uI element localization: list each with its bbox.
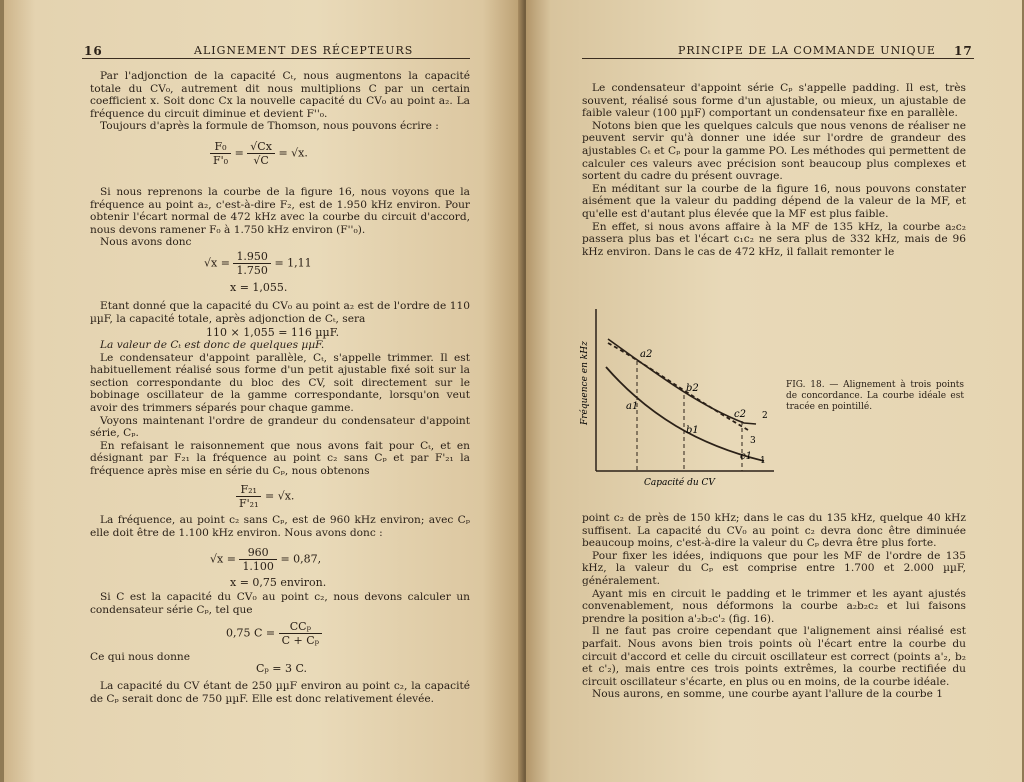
left-para-4: Nous avons donc [100, 236, 192, 249]
left-block-6 [90, 591, 470, 616]
right-para-7: Ayant mis en circuit le padding et le trimmer et les ayant ajustés convenablement, nous déformons la courbe a₂b₂c₂ et lui faisons prendre la position a'₂b₂c'₂ (fig. 16). [582, 587, 966, 625]
left-para-11: Si C est la capacité du CV₀ au point c₂, nous devons calculer un condensateur série Cₚ, tel que [90, 591, 470, 616]
running-head-left: ALIGNEMENT DES RÉCEPTEURS [194, 44, 414, 57]
left-block-3 [90, 300, 470, 325]
diagram-y-label: Fréquence en kHz [580, 341, 590, 425]
equation-3: x = 1,055. [230, 281, 288, 294]
left-block-8 [90, 680, 470, 705]
right-para-3: En méditant sur la courbe de la figure 16, nous pouvons constater aisément que la valeur du padding dépend de la valeur de la MF, et qu'elle est d'autant plus élevée que la MF est plus faible. [582, 182, 966, 220]
right-para-8: Il ne faut pas croire cependant que l'alignement ainsi réalisé est parfait. Nous avons bien trois points où l'écart entre la courbe du circuit d'accord et celle du circuit oscillateur est correct (points a'₂, b₂ et c'₂), mais entre ces trois points extrêmes, la courbe rectifiée du circuit oscillateur s'écarte, en plus ou en moins, de la courbe idéale. [582, 625, 966, 688]
left-block-4 [90, 339, 470, 478]
right-block-2 [582, 512, 966, 701]
figure-caption: FIG. 18. — Alignement à trois points de concordance. La courbe idéale est tracée en pointillé. [786, 380, 964, 412]
left-para-8: Voyons maintenant l'ordre de grandeur du condensateur d'appoint série, Cₚ. [90, 414, 470, 440]
left-para-10: La fréquence, au point c₂ sans Cₚ, est de 960 kHz environ; avec Cₚ elle doit être de 1.100 kHz environ. Nous avons donc : [90, 514, 470, 539]
label-c2: c2 [734, 409, 746, 420]
left-para-13: La capacité du CV étant de 250 µµF environ au point c₂, la capacité de Cₚ serait donc de 750 µµF. Elle est donc relativement élevée. [90, 680, 470, 705]
label-curve-2: 2 [762, 411, 768, 421]
left-para-9: En refaisant le raisonnement que nous avons fait pour Cₜ, et en désignant par F₂₁ la fréquence au point c₂ sans Cₚ et par F'₂₁ la fréquence après mise en série du Cₚ, nous obtenons [90, 439, 470, 477]
left-page [4, 0, 524, 782]
right-para-5: point c₂ de près de 150 kHz; dans le cas du 135 kHz, quelque 40 kHz suffisent. La capacité du CV₀ au point c₂ devra donc être diminuée beaucoup moins, c'est-à-dire la valeur du Cₚ devra être plus forte. [582, 512, 966, 550]
ideal-curve-dotted [608, 343, 748, 430]
left-para-6: La valeur de Cₜ est donc de quelques µµF. [100, 339, 325, 351]
label-a2: a2 [640, 349, 653, 360]
left-block-5 [90, 514, 470, 539]
label-curve-1: 1 [760, 456, 766, 466]
figure-18-diagram [580, 305, 778, 490]
right-block-1 [582, 82, 966, 258]
equation-9: Cₚ = 3 C. [256, 662, 308, 675]
label-b2: b2 [686, 383, 699, 394]
right-para-9: Nous aurons, en somme, une courbe ayant l'allure de la courbe 1 [592, 688, 943, 701]
left-para-2: Toujours d'après la formule de Thomson, nous pouvons écrire : [100, 120, 439, 133]
equation-2: √x = $\frac{1.950}{1.750}$ = 1,11 [204, 250, 312, 277]
left-para-3: Si nous reprenons la courbe de la figure 16, nous voyons que la fréquence au point a₂, c'est-à-dire F₂, est de 1.950 kHz environ. Pour obtenir l'écart normal de 472 kHz avec la courbe du circuit d'accord, nous devons ramener F₀ à 1.750 kHz environ (F''₀). [90, 186, 470, 236]
running-head-right: PRINCIPE DE LA COMMANDE UNIQUE [678, 44, 936, 57]
right-para-1: Le condensateur d'appoint série Cₚ s'appelle padding. Il est, très souvent, réalisé sous forme d'un ajustable, ou mieux, un ajustable de faible valeur (100 µµF) comportant un condensateur fixe en parallèle. [582, 82, 966, 120]
equation-4: 110 × 1,055 = 116 µµF. [206, 326, 340, 339]
label-c1: c1 [740, 451, 752, 462]
left-block-1 [90, 70, 470, 133]
header-rule-left [82, 58, 470, 59]
equation-7: x = 0,75 environ. [230, 576, 327, 589]
left-para-12: Ce qui nous donne [90, 651, 191, 663]
equation-8: 0,75 C = $\frac{\text{CCₚ}}{\text{C + Cₚ}}$ [226, 620, 322, 647]
left-para-7: Le condensateur d'appoint parallèle, Cₜ, s'appelle trimmer. Il est habituellement réalisé sous forme d'un petit ajustable fixé soit sur la section correspondante du bloc des CV, soit directement sur le bobinage oscillateur de la gamme correspondante, lorsqu'on veut avoir des trimmers séparés pour chaque gamme. [90, 351, 470, 414]
left-para-5: Etant donné que la capacité du CV₀ au point a₂ est de l'ordre de 110 µµF, la capacité totale, après adjonction de Cₜ, sera [90, 300, 470, 325]
label-a1: a1 [626, 401, 639, 412]
equation-5: $\frac{\text{F₂₁}}{\text{F'₂₁}}$ = √x. [236, 483, 294, 510]
right-para-2: Notons bien que les quelques calculs que nous venons de réaliser ne peuvent servir qu'à donner une idée sur l'ordre de grandeur des ajustables Cₜ et Cₚ pour la gamme PO. Les méthodes qui permettent de calculer ces valeurs avec précision sont beaucoup plus complexes et sortent du cadre du présent ouvrage. [582, 119, 966, 183]
right-para-4: En effet, si nous avons affaire à la MF de 135 kHz, la courbe a₂c₂ passera plus bas et l'écart c₁c₂ ne sera plus de 332 kHz, mais de 96 kHz environ. Dans le cas de 472 kHz, il fallait remonter le [582, 220, 966, 258]
header-rule-right [582, 58, 974, 59]
page-number-left: 16 [84, 44, 103, 58]
label-b1: b1 [686, 425, 699, 436]
equation-6: √x = $\frac{960}{1.100}$ = 0,87, [210, 546, 322, 573]
label-curve-3: 3 [750, 436, 756, 446]
diagram-x-label: Capacité du CV [644, 478, 715, 488]
page-number-right: 17 [954, 44, 973, 58]
equation-1: $\frac{\text{F₀}}{\text{F'₀}}$ = $\frac{√Cx}{√C}$ = √x. [210, 140, 308, 167]
left-para-1: Par l'adjonction de la capacité Cₜ, nous augmentons la capacité totale du CV₀, autrement dit nous multiplions C par un certain coefficient x. Soit donc Cx la nouvelle capacité du CV₀ au point a₂. La fréquence du circuit diminue et devient F''₀. [90, 70, 470, 120]
right-para-6: Pour fixer les idées, indiquons que pour les MF de l'ordre de 135 kHz, la valeur du Cₚ est comprise entre 1.700 et 2.000 µµF, généralement. [582, 549, 966, 587]
left-block-2 [90, 186, 470, 249]
